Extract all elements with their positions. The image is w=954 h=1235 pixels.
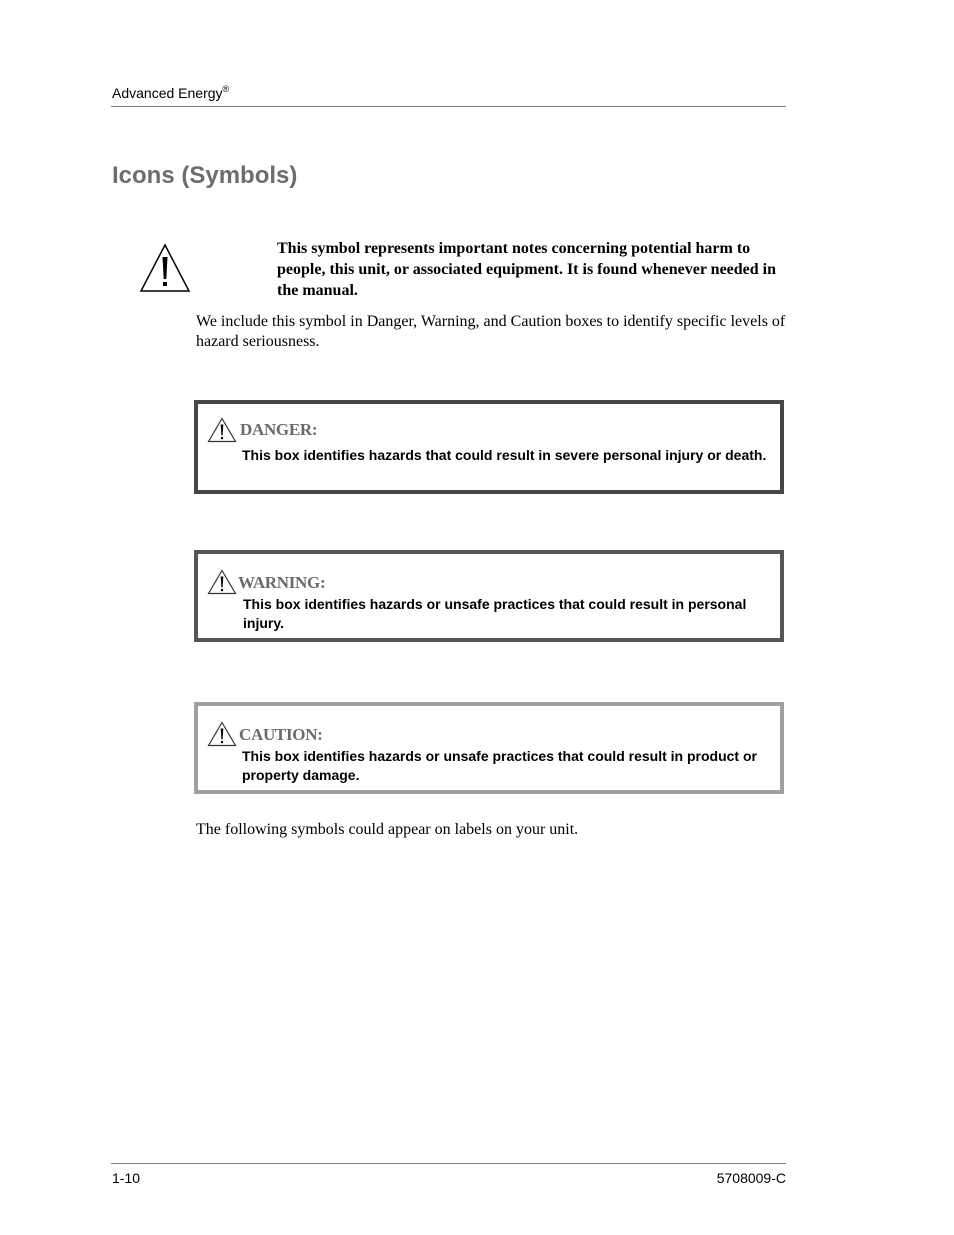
document-number: 5708009-C: [716, 1170, 786, 1186]
danger-label: DANGER:: [240, 420, 318, 439]
warning-text: This box identifies hazards or unsafe practices that could result in personal injury.: [243, 596, 747, 631]
section-title: Icons (Symbols): [112, 162, 298, 189]
caution-text: This box identifies hazards or unsafe practices that could result in product or property damage.: [242, 748, 757, 783]
caution-label: CAUTION:: [239, 725, 323, 744]
warning-box: [194, 550, 784, 642]
danger-text: This box identifies hazards that could result in severe personal injury or death.: [242, 447, 767, 463]
caution-box: [194, 702, 784, 794]
following-symbols-text: The following symbols could appear on labels on your unit.: [196, 821, 579, 838]
registered-mark: ®: [222, 84, 230, 94]
warning-triangle-icon: [207, 569, 237, 595]
warning-triangle-icon: [138, 242, 192, 294]
header-company: Advanced Energy: [112, 85, 223, 101]
warning-label: WARNING:: [238, 573, 326, 592]
warning-triangle-icon: [207, 417, 237, 443]
danger-box: [194, 400, 784, 494]
header-rule: [111, 106, 786, 107]
intro-paragraph: We include this symbol in Danger, Warning, and Caution boxes to identify specific levels of hazard seriousness.: [196, 313, 786, 350]
symbol-note: This symbol represents important notes concerning potential harm to people, this unit, or associated equipment. It is found whenever needed in the manual.: [277, 240, 777, 299]
warning-triangle-icon: [207, 721, 237, 747]
footer-rule: [111, 1163, 786, 1164]
running-header: [112, 84, 229, 101]
page-number: 1-10: [112, 1170, 141, 1186]
